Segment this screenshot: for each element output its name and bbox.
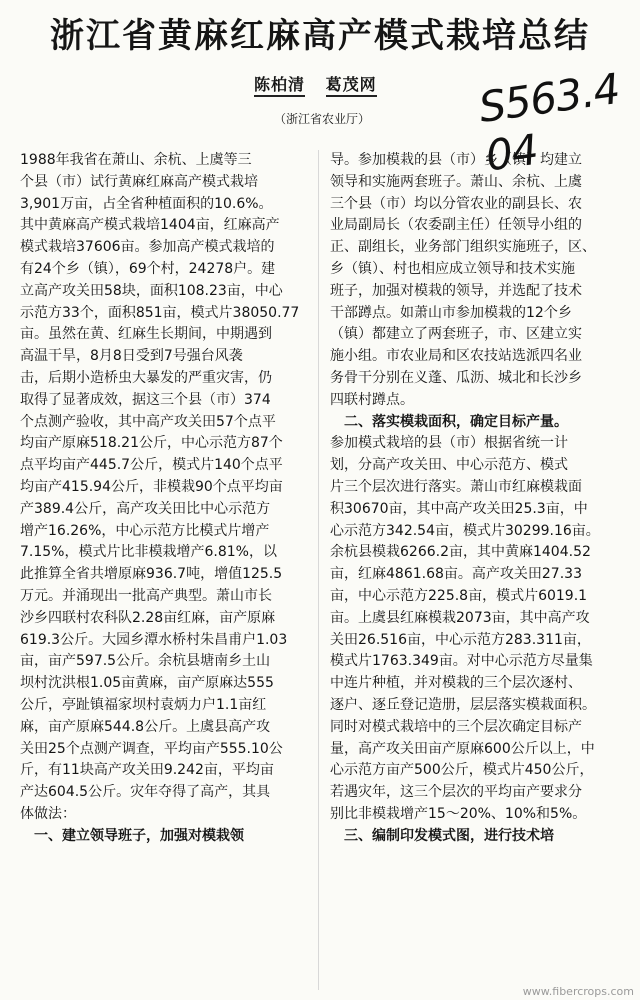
text-line: 余杭县模栽6266.2亩，其中黄麻1404.52 — [330, 544, 591, 561]
text-line: 取得了显著成效，据这三个县（市）374 — [20, 391, 271, 408]
text-line: 班子，加强对模栽的领导，并选配了技术 — [330, 282, 582, 299]
text-line: 坝村沈洪根1.05亩黄麻，亩产原麻达555 — [20, 675, 274, 692]
author-line — [254, 72, 391, 95]
text-line: 斤，有11块高产攻关田9.242亩，平均亩 — [20, 762, 274, 779]
author-name: 陈柏清 — [254, 75, 305, 97]
text-line: 个点测产验收，其中高产攻关田57个点平 — [20, 413, 276, 430]
text-line: 沙乡四联村农科队2.28亩红麻，亩产原麻 — [20, 609, 276, 626]
text-line: 7.15%，模式片比非模栽增产6.81%，以 — [20, 544, 277, 561]
affiliation: （浙江省农业厅） — [274, 112, 371, 126]
text-line: 二、落实模栽面积，确定目标产量。 — [330, 413, 568, 430]
text-line: 务骨干分别在义蓬、瓜沥、城北和长沙乡 — [330, 369, 582, 386]
text-line: 体做法： — [20, 805, 76, 822]
text-line: 领导和实施两套班子。萧山、余杭、上虞 — [330, 173, 582, 190]
text-line: 其中黄麻高产模式栽培1404亩，红麻高产 — [20, 217, 280, 234]
text-line: 一、建立领导班子，加强对模栽领 — [20, 827, 244, 844]
text-line: 619.3公斤。大园乡潭水桥村朱昌甫户1.03 — [20, 631, 288, 648]
text-line: 此推算全省共增原麻936.7吨，增值125.5 — [20, 566, 283, 583]
text-line: 模式片1763.349亩。对中心示范方尽量集 — [330, 653, 593, 670]
text-line: 业局副局长（农委副主任）任领导小组的 — [330, 217, 582, 234]
page-title: 浙江省黄麻红麻高产模式栽培总结 — [50, 16, 590, 56]
text-line: 麻，亩产原麻544.8公斤。上虞县高产攻 — [20, 718, 271, 735]
text-line: 增产16.26%，中心示范方比模式片增产 — [20, 522, 270, 539]
text-line: 亩，亩产597.5公斤。余杭县塘南乡土山 — [20, 653, 271, 670]
text-line: 三个县（市）均以分管农业的副县长、农 — [330, 195, 582, 212]
text-line: 参加模式栽培的县（市）根据省统一计 — [330, 435, 568, 452]
text-line: 片三个层次进行落实。萧山市红麻模栽面 — [330, 478, 582, 495]
text-line: 亩，红麻4861.68亩。高产攻关田27.33 — [330, 566, 582, 583]
text-line: 亩。虽然在黄、红麻生长期间，中期遇到 — [20, 326, 272, 343]
text-line: 四联村蹲点。 — [330, 391, 414, 408]
text-line: 1988年我省在萧山、余杭、上虞等三 — [20, 152, 252, 168]
text-line: 逐户、逐丘登记造册，层层落实模栽面积。 — [330, 696, 596, 713]
watermark: www.fibercrops.com — [522, 985, 634, 998]
text-line: 中连片种植，并对模栽的三个层次逐村、 — [330, 675, 582, 692]
text-line: 个县（市）试行黄麻红麻高产模式栽培 — [20, 173, 258, 190]
text-line: 产389.4公斤，高产攻关田比中心示范方 — [20, 500, 271, 517]
text-line: 若遇灾年，这三个层次的平均亩产要求分 — [330, 784, 582, 801]
text-line: 心示范方342.54亩，模式片30299.16亩。 — [330, 522, 600, 539]
text-line: 点平均亩产445.7公斤，模式片140个点平 — [20, 457, 283, 474]
text-line: 万元。并涌现出一批高产典型。萧山市长 — [20, 587, 272, 604]
text-line: 亩，中心示范方225.8亩，模式片6019.1 — [330, 587, 588, 604]
text-line: 击，后期小造桥虫大暴发的严重灾害，仍 — [20, 369, 272, 386]
text-line: 划，分高产攻关田、中心示范方、模式 — [330, 457, 568, 474]
text-line: 导。参加模栽的县（市）乡（镇）均建立 — [330, 152, 582, 168]
text-line: 关田26.516亩，中心示范方283.311亩， — [330, 631, 591, 648]
text-line: 高温干旱，8月8日受到7号强台风袭 — [20, 348, 243, 365]
handwritten-note: S563.4 04 — [475, 63, 623, 181]
text-line: 同时对模式栽培中的三个层次确定目标产 — [330, 718, 582, 735]
text-line: 示范方33个，面积851亩，模式片38050.77 — [20, 304, 300, 321]
text-line: 有24个乡（镇），69个村，24278户。建 — [20, 260, 276, 277]
text-line: 正、副组长，业务部门组织实施班子，区、 — [330, 239, 596, 256]
text-line: 均亩产原麻518.21公斤，中心示范方87个 — [20, 435, 283, 452]
text-line: 公斤，亭趾镇福家坝村袁炳力户1.1亩红 — [20, 696, 267, 713]
text-line: 施小组。市农业局和区农技站选派四名业 — [330, 348, 582, 365]
text-line: 关田25个点测产调查，平均亩产555.10公 — [20, 740, 283, 757]
text-line: 立高产攻关田58块，面积108.23亩，中心 — [20, 282, 283, 299]
text-line: 模式栽培37606亩。参加高产模式栽培的 — [20, 239, 275, 256]
right-text-column — [330, 150, 630, 990]
text-line: 亩。上虞县红麻模栽2073亩，其中高产攻 — [330, 609, 590, 626]
text-line: 积30670亩，其中高产攻关田25.3亩，中 — [330, 500, 588, 517]
text-line: 产达604.5公斤。灾年夺得了高产，其具 — [20, 784, 271, 801]
text-line: 乡（镇）、村也相应成立领导和技术实施 — [330, 260, 575, 277]
text-line: 干部蹲点。如萧山市参加模栽的12个乡 — [330, 304, 572, 321]
text-line: 3,901万亩，占全省种植面积的10.6%。 — [20, 195, 273, 212]
text-line: 均亩产415.94公斤，非模栽90个点平均亩 — [20, 478, 283, 495]
text-line: （镇）都建立了两套班子，市、区建立实 — [330, 326, 582, 343]
text-line: 心示范方亩产500公斤，模式片450公斤， — [330, 762, 594, 779]
author-name: 葛茂网 — [326, 75, 377, 97]
text-line: 别比非模栽增产15～20%、10%和5%。 — [330, 805, 587, 822]
text-line: 量，高产攻关田亩产原麻600公斤以上，中 — [330, 740, 595, 757]
left-text-column — [20, 150, 320, 990]
text-line: 三、编制印发模式图，进行技术培 — [330, 827, 554, 844]
